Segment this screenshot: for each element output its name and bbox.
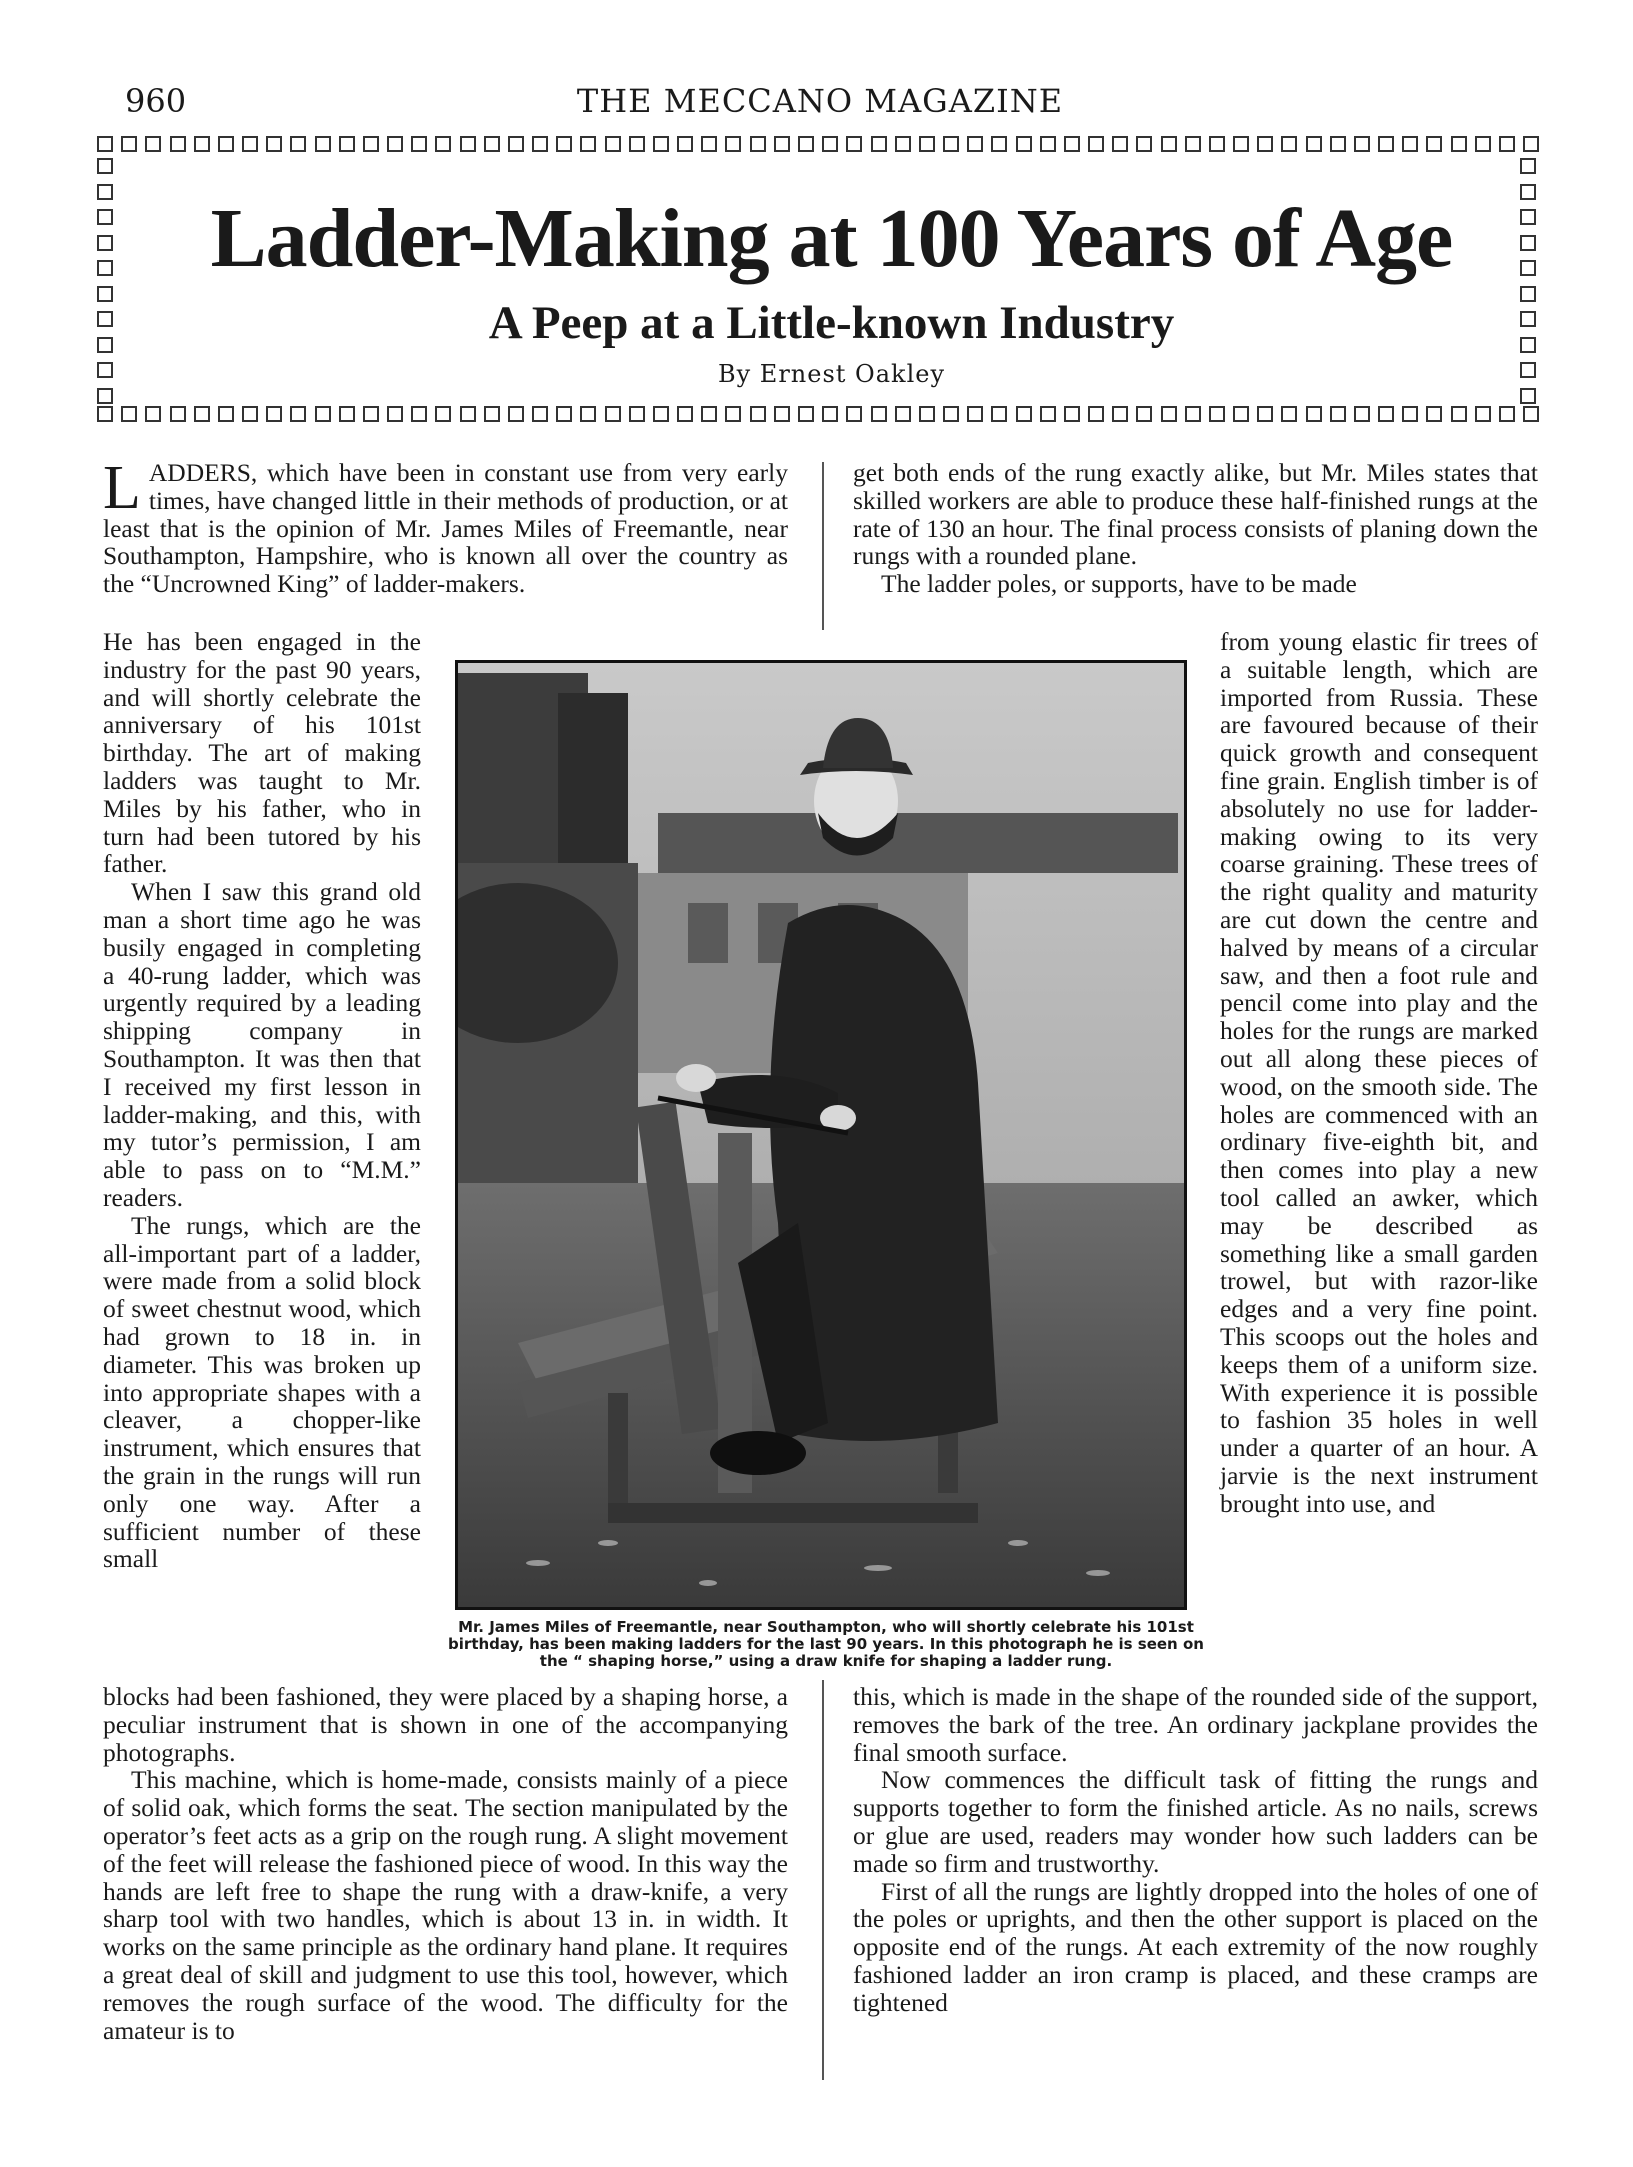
border-square — [411, 406, 427, 422]
border-square — [508, 136, 524, 152]
border-square — [97, 158, 113, 174]
border-square — [532, 406, 548, 422]
border-square — [218, 406, 234, 422]
border-square — [1257, 406, 1273, 422]
border-square — [97, 362, 113, 378]
border-square — [363, 136, 379, 152]
border-square — [943, 406, 959, 422]
border-square — [1064, 136, 1080, 152]
border-square — [97, 388, 113, 404]
column-rule-bottom — [822, 1680, 824, 2080]
border-square — [1402, 406, 1418, 422]
border-square — [1136, 136, 1152, 152]
border-square — [1161, 136, 1177, 152]
border-square — [218, 136, 234, 152]
border-square — [774, 406, 790, 422]
border-square — [1330, 136, 1346, 152]
border-square — [1112, 406, 1128, 422]
border-square — [1016, 136, 1032, 152]
border-square — [484, 136, 500, 152]
border-square — [1306, 136, 1322, 152]
border-square — [1520, 158, 1536, 174]
border-square — [1281, 136, 1297, 152]
border-square — [605, 406, 621, 422]
border-square — [339, 136, 355, 152]
col1-paragraph-4: This machine, which is home-made, consists mainly of a piece of solid oak, which forms the seat. The section manipulated by the operator’s feet acts as a grip on the rough rung. A slight movement of the feet will release the fashioned piece of wood. In this way the hands are left free to shape the rung with a draw-knife, a very sharp tool with two handles, which is about 13 in. in width. It works on the same principle as the ordinary hand plane. It requires a great deal of skill and judgment to use this tool, however, which removes the rough surface of the wood. The difficulty for the amateur is to — [103, 1765, 788, 2045]
col1-intro — [103, 454, 788, 599]
border-square — [1523, 406, 1539, 422]
border-square — [943, 136, 959, 152]
border-square — [798, 406, 814, 422]
magazine-title: THE MECCANO MAGAZINE — [576, 82, 1064, 120]
border-square — [1426, 136, 1442, 152]
border-square — [1451, 136, 1467, 152]
border-square — [121, 406, 137, 422]
border-left — [97, 158, 117, 404]
col2-paragraph-3: Now commences the difficult task of fitting the rungs and supports together to form the finished article. As no nails, screws or glue are used, readers may wonder how such ladders can be made so firm and trustworthy. — [853, 1765, 1538, 1878]
article-subtitle: A Peep at a Little-known Industry — [488, 297, 1175, 349]
border-square — [339, 406, 355, 422]
border-square — [653, 406, 669, 422]
col2-paragraph-2-start: The ladder poles, or supports, have to be made — [881, 569, 1357, 599]
border-square — [1499, 136, 1515, 152]
border-square — [556, 136, 572, 152]
border-square — [194, 136, 210, 152]
border-square — [97, 260, 113, 276]
border-square — [701, 406, 717, 422]
border-square — [629, 406, 645, 422]
border-square — [460, 406, 476, 422]
border-square — [1451, 406, 1467, 422]
border-square — [242, 136, 258, 152]
border-square — [1185, 136, 1201, 152]
border-square — [315, 136, 331, 152]
border-square — [725, 136, 741, 152]
col2-paragraph-1: get both ends of the rung exactly alike, but Mr. Miles states that skilled workers are able to produce these half-finished rungs at the rate of 130 an hour. The final process consists of planing down the rungs with a rounded plane. — [853, 458, 1538, 571]
border-square — [508, 406, 524, 422]
border-square — [315, 406, 331, 422]
border-square — [387, 136, 403, 152]
border-square — [1475, 136, 1491, 152]
border-square — [97, 184, 113, 200]
border-square — [1354, 136, 1370, 152]
border-square — [532, 136, 548, 152]
border-square — [363, 406, 379, 422]
border-square — [919, 136, 935, 152]
border-square — [290, 136, 306, 152]
border-square — [97, 235, 113, 251]
border-square — [1426, 406, 1442, 422]
col1-paragraph-3-cont: blocks had been fashioned, they were placed by a shaping horse, a peculiar instrument that is shown in one of the accompanying photographs. — [103, 1682, 788, 1767]
border-square — [194, 406, 210, 422]
border-square — [1088, 136, 1104, 152]
border-square — [97, 286, 113, 302]
border-square — [290, 406, 306, 422]
border-square — [1040, 136, 1056, 152]
border-square — [1330, 406, 1346, 422]
border-square — [1378, 406, 1394, 422]
border-square — [1161, 406, 1177, 422]
border-square — [846, 406, 862, 422]
border-square — [967, 406, 983, 422]
border-square — [1281, 406, 1297, 422]
border-square — [1185, 406, 1201, 422]
border-square — [677, 406, 693, 422]
col1-narrow — [103, 628, 421, 1573]
border-square — [1209, 406, 1225, 422]
border-square — [97, 337, 113, 353]
border-square — [1233, 136, 1249, 152]
border-square — [1233, 406, 1249, 422]
article-title: Ladder-Making at 100 Years of Age — [210, 192, 1453, 285]
border-square — [677, 136, 693, 152]
border-square — [580, 406, 596, 422]
border-square — [97, 311, 113, 327]
col2-paragraph-2-cont: this, which is made in the shape of the rounded side of the support, removes the bark of the tree. An ordinary jackplane provides the final smooth surface. — [853, 1682, 1538, 1767]
col1-paragraph-3: The rungs, which are the all-important part of a ladder, were made from a solid block of sweet chestnut wood, which had grown to 18 in. in diameter. This was broken up into appropriate shapes with a cleaver, a chopper-like instrument, which ensures that the grain in the rungs will run only one way. After a sufficient number of these small — [103, 1210, 421, 1574]
border-square — [701, 136, 717, 152]
border-square — [1354, 406, 1370, 422]
border-square — [1209, 136, 1225, 152]
border-square — [822, 406, 838, 422]
border-square — [1499, 406, 1515, 422]
border-square — [580, 136, 596, 152]
border-square — [1040, 406, 1056, 422]
border-square — [1402, 136, 1418, 152]
border-square — [798, 136, 814, 152]
col2-paragraph-4: First of all the rungs are lightly dropped into the holes of one of the poles or uprights, and then the other support is placed on the opposite end of the rungs. At each extremity of the now roughly fashioned ladder an iron cramp is placed, and these cramps are tightened — [853, 1876, 1538, 2017]
border-square — [484, 406, 500, 422]
border-square — [242, 406, 258, 422]
border-square — [1257, 136, 1273, 152]
border-top — [97, 136, 1540, 156]
col1-paragraph-1: ADDERS, which have been in constant use from very early times, have changed little in their methods of production, or at least that is the opinion of Mr. James Miles of Freemantle, near Southampton, Hampshire, who is known all over the country as the “Uncrowned King” of ladder-makers. — [103, 458, 788, 599]
border-square — [919, 406, 935, 422]
border-square — [266, 406, 282, 422]
border-square — [750, 406, 766, 422]
border-square — [991, 136, 1007, 152]
border-square — [97, 209, 113, 225]
col2-narrow — [1220, 628, 1538, 1518]
border-square — [411, 136, 427, 152]
border-bottom — [97, 406, 1540, 426]
border-square — [435, 136, 451, 152]
ladder-maker-photograph — [455, 660, 1187, 1610]
border-square — [991, 406, 1007, 422]
border-square — [266, 136, 282, 152]
border-square — [871, 406, 887, 422]
col1-paragraph-1-cont: He has been engaged in the industry for the past 90 years, and will shortly celebrate the anniversary of his 101st birthday. The art of making ladders was taught to Mr. Miles by his father, who in turn had been tutored by his father. — [103, 627, 421, 879]
border-square — [1016, 406, 1032, 422]
border-square — [97, 136, 113, 152]
border-square — [871, 136, 887, 152]
running-head — [100, 82, 1540, 132]
photo-illustration — [458, 663, 1184, 1607]
border-square — [653, 136, 669, 152]
border-square — [774, 136, 790, 152]
border-square — [967, 136, 983, 152]
border-square — [1523, 136, 1539, 152]
col1-paragraph-2: When I saw this grand old man a short time ago he was busily engaged in completing a 40-rung ladder, which was urgently required by a leading shipping company in Southampton. It was then that I received my first lesson in ladder-making, and this, with my tutor’s permission, I am able to pass on to “M.M.” readers. — [103, 877, 421, 1212]
page-number: 960 — [125, 82, 187, 120]
border-square — [895, 406, 911, 422]
column-rule-top — [822, 462, 824, 630]
border-square — [1306, 406, 1322, 422]
border-square — [1112, 136, 1128, 152]
border-square — [1064, 406, 1080, 422]
border-square — [170, 136, 186, 152]
border-square — [846, 136, 862, 152]
border-square — [121, 136, 137, 152]
border-square — [822, 136, 838, 152]
border-square — [1520, 388, 1536, 404]
border-square — [556, 406, 572, 422]
border-square — [145, 406, 161, 422]
border-square — [750, 136, 766, 152]
border-square — [170, 406, 186, 422]
border-square — [725, 406, 741, 422]
border-square — [97, 406, 113, 422]
border-square — [435, 406, 451, 422]
col1-bottom — [103, 1683, 788, 2044]
border-square — [1378, 136, 1394, 152]
border-square — [1475, 406, 1491, 422]
drop-cap: L — [103, 454, 141, 522]
col2-paragraph-2: from young elastic fir trees of a suitable length, which are imported from Russia. These are favoured because of their quick growth and consequent fine grain. English timber is of absolutely no use for ladder-making owing to its very coarse graining. These trees of the right quality and maturity are cut down the centre and halved by means of a circular saw, and then a foot rule and pencil come into play and the holes for the rungs are marked out all along these pieces of wood, on the smooth side. The holes are commenced with an ordinary five-eighth bit, and then comes into play a new tool called an awker, which may be described as something like a small garden trowel, but with razor-like edges and a very fine point. This scoops out the holes and keeps them of a uniform size. With experience it is possible to fashion 35 holes in well under a quarter of an hour. A jarvie is the next instrument brought into use, and — [1220, 627, 1538, 1518]
col2-bottom — [853, 1683, 1538, 2017]
border-square — [387, 406, 403, 422]
border-square — [145, 136, 161, 152]
border-square — [1136, 406, 1152, 422]
border-square — [605, 136, 621, 152]
border-square — [460, 136, 476, 152]
photo-caption: Mr. James Miles of Freemantle, near Southampton, who will shortly celebrate his 101st birthday, has been making ladders for the last 90 years. In this photograph he is seen on the “ shaping horse,” using a draw knife for shaping a ladder rung. — [448, 1618, 1204, 1670]
border-square — [629, 136, 645, 152]
col2-top — [853, 459, 1538, 598]
border-square — [895, 136, 911, 152]
article-byline: By Ernest Oakley — [717, 360, 946, 388]
border-square — [1088, 406, 1104, 422]
